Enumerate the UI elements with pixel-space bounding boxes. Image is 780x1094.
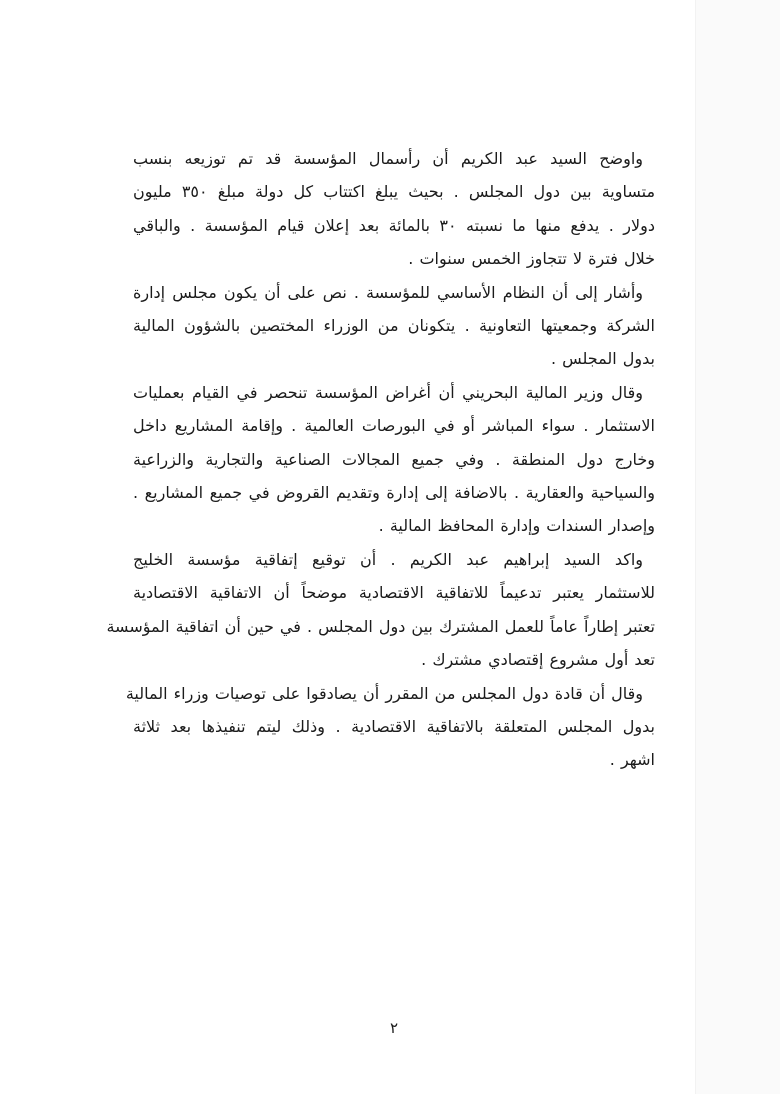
paragraph-3 <box>133 376 655 543</box>
text-line: بدول المجلس المتعلقة بالاتفاقية الاقتصادية . وذلك ليتم تنفيذها بعد ثلاثة <box>133 716 655 736</box>
text-line: خلال فترة لا تتجاوز الخمس سنوات . <box>408 249 655 269</box>
text-line: وقال وزير المالية البحريني أن أغراض المؤسسة تنحصر في القيام بعمليات <box>133 382 643 402</box>
text-line: وأشار إلى أن النظام الأساسي للمؤسسة . نص على أن يكون مجلس إدارة <box>133 282 643 302</box>
text-line: واوضح السيد عبد الكريم أن رأسمال المؤسسة قد تم توزيعه بنسب <box>133 149 643 168</box>
text-line: وإصدار السندات وإدارة المحافظ المالية . <box>378 516 655 536</box>
text-line: وخارج دول المنطقة . وفي جميع المجالات الصناعية والتجارية والزراعية <box>133 449 655 469</box>
paragraph-4 <box>106 543 655 677</box>
text-line: متساوية بين دول المجلس . بحيث يبلغ اكتتاب كل دولة مبلغ ٣٥٠ مليون <box>133 182 656 202</box>
page-number: ٢ <box>389 1019 399 1037</box>
paragraph-1 <box>133 142 655 276</box>
text-line: دولار . يدفع منها ما نسبته ٣٠ بالمائة بعد إعلان قيام المؤسسة . والباقي <box>133 215 656 235</box>
text-line: بدول المجلس . <box>550 349 655 369</box>
text-line: الاستثمار . سواء المباشر أو في البورصات العالمية . وإقامة المشاريع داخل <box>133 416 655 436</box>
article-body <box>106 142 656 777</box>
text-line: الشركة وجمعيتها التعاونية . يتكونان من الوزراء المختصين بالشؤون المالية <box>133 316 655 336</box>
text-line: والسياحية والعقارية . بالاضافة إلى إدارة وتقديم القروض في جميع المشاريع . <box>133 483 655 503</box>
scan-edge-strip <box>695 0 780 1094</box>
paragraph-2 <box>133 276 655 376</box>
text-line: للاستثمار يعتبر تدعيماً للاتفاقية الاقتصادية موضحاً أن الاتفاقية الاقتصادية <box>133 583 655 603</box>
text-line: واكد السيد إبراهيم عبد الكريم . أن توقيع إتفاقية مؤسسة الخليج <box>133 549 643 569</box>
paragraph-5 <box>125 677 655 777</box>
text-line: وقال أن قادة دول المجلس من المقرر أن يصادقوا على توصيات وزراء المالية <box>125 683 643 703</box>
text-line: تعد أول مشروع إقتصادي مشترك . <box>421 650 655 670</box>
text-line: اشهر . <box>609 750 655 770</box>
text-line: تعتبر إطاراً عاماً للعمل المشترك بين دول المجلس . في حين أن اتفاقية المؤسسة <box>106 616 655 636</box>
